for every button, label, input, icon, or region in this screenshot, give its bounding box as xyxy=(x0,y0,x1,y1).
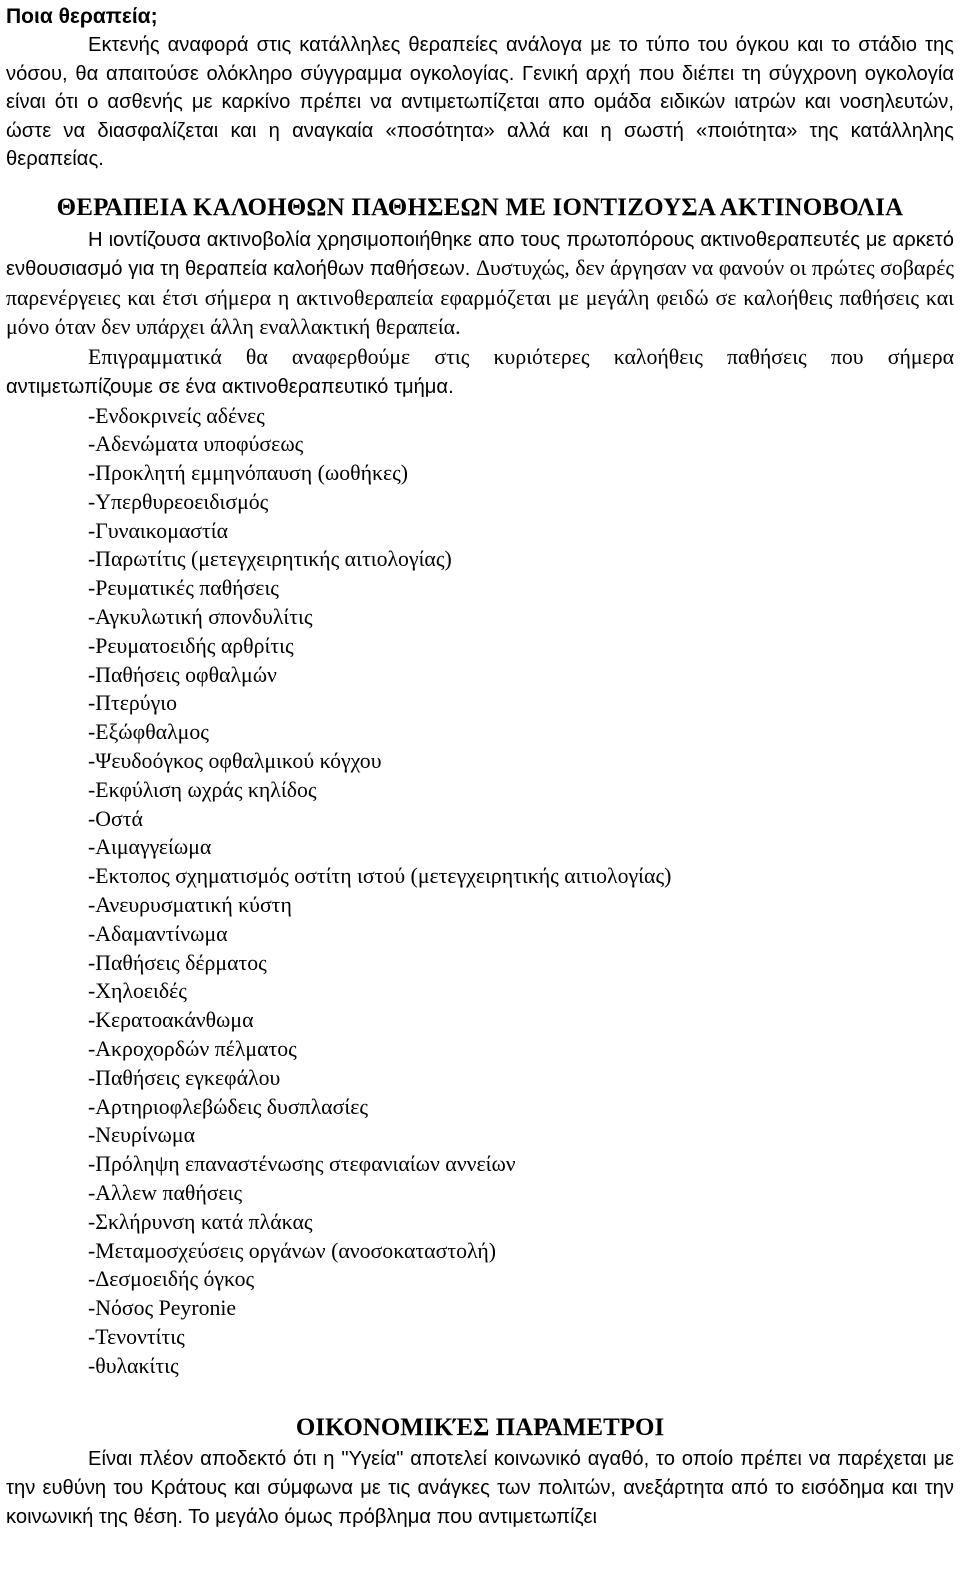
benign-paragraph-2 xyxy=(6,343,954,402)
treatment-paragraph: Εκτενής αναφορά στις κατάλληλες θεραπείες ανάλογα με το τύπο του όγκου και το στάδιο της νόσου, θα απαιτούσε ολόκληρο σύγγραμμα ογκολογίας. Γενική αρχή που διέπει τη σύγχρονη ογκολογία είναι ότι ο ασθενής με καρκίνο πρέπει να αντιμετωπίζεται απο ομάδα ειδικών ιατρών και νοσηλευτών, ώστε να διασφαλίζεται και η αναγκαία «ποσότητα» αλλά και η σωστή «ποιότητα» της κατάλληλης θεραπείας. xyxy=(6,34,954,170)
list-item: -Αγκυλωτική σπονδυλίτις xyxy=(88,605,313,630)
list-item: -Αδαμαντίνωμα xyxy=(88,921,228,946)
list-item: -Ψευδοόγκος οφθαλμικού κόγχου xyxy=(88,749,382,774)
list-item: -Νόσος Peyronie xyxy=(88,1296,237,1321)
list-item: -Νευρίνωμα xyxy=(88,1123,195,1148)
section-title-treatment: Ποια θεραπεία; xyxy=(6,5,158,28)
list-item: -Τενοντίτις xyxy=(88,1325,185,1349)
list-item: -Ρευματικές παθήσεις xyxy=(88,576,279,601)
list-item: -Αιμαγγείωμα xyxy=(88,835,212,860)
list-item: -Ενδοκρινείς αδένες xyxy=(88,403,265,428)
list-item: -Ακροχορδών πέλματος xyxy=(88,1037,297,1062)
list-item: -Ανευρυσματική κύστη xyxy=(88,893,292,918)
list-item: -Παρωτίτις (μετεγχειρητικής αιτιολογίας) xyxy=(88,547,452,572)
list-item: -Σκλήρυνση κατά πλάκας xyxy=(88,1209,313,1234)
list-item: -Ρευματοειδής αρθρίτις xyxy=(88,633,294,658)
benign-paragraph-2-serif: Επιγραμματικά θα αναφερθούμε στις κυριότερες καλοήθεις παθήσεις που σήμερα xyxy=(88,344,954,369)
list-item: -Παθήσεις οφθαλμών xyxy=(88,662,277,687)
benign-paragraph-2-sans: αντιμετωπίζουμε σε ένα ακτινοθεραπευτικό τμήμα. xyxy=(6,375,454,398)
list-item: -Δεσμοειδής όγκος xyxy=(88,1267,255,1292)
list-item: -Γυναικομαστία xyxy=(88,518,229,543)
list-item: -Προκλητή εμμηνόπαυση (ωοθήκες) xyxy=(88,461,409,486)
list-item: -Εξώφθαλμος xyxy=(88,720,209,745)
list-item: -Αλλεw παθήσεις xyxy=(88,1181,243,1206)
list-item: -Παθήσεις εγκεφάλου xyxy=(88,1065,281,1090)
section-title-benign: ΘΕΡΑΠΕΙΑ ΚΑΛΟΗΘΩΝ ΠΑΘΗΣΕΩΝ ΜΕ ΙΟΝΤΙΖΟΥΣΑ ΑΚΤΙΝΟΒΟΛΙΑ xyxy=(56,193,904,221)
list-item: -Υπερθυρεοειδισμός xyxy=(88,489,269,514)
document-page xyxy=(0,2,960,1574)
list-item: -Αδενώματα υποφύσεως xyxy=(88,432,304,457)
list-item: -Κερατοακάνθωμα xyxy=(88,1008,254,1033)
economic-paragraph: Είναι πλέον αποδεκτό ότι η "Υγεία" αποτελεί κοινωνικό αγαθό, το οποίο πρέπει να παρέχεται με την ευθύνη του Κράτους και σύμφωνα με τις ανάγκες των πολιτών, ανεξάρτητα από το εισόδημα και την κοινωνική της θέση. Το μεγάλο όμως πρόβλημα που αντιμετωπίζει xyxy=(6,1447,954,1528)
list-item: -Οστά xyxy=(88,806,143,831)
list-item: -Πρόληψη επαναστένωσης στεφανιαίων αννείων xyxy=(88,1152,516,1177)
list-item: -Πτερύγιο xyxy=(88,691,177,716)
list-item: -Αρτηριοφλεβώδεις δυσπλασίες xyxy=(88,1094,368,1119)
benign-paragraph-1 xyxy=(6,226,954,343)
list-item: -Μεταμοσχεύσεις οργάνων (ανοσοκαταστολή) xyxy=(88,1238,497,1263)
list-item: -Χηλοειδές xyxy=(88,979,187,1004)
list-item: -Εκτοπος σχηματισμός οστίτη ιστού (μετεγχειρητικής αιτιολογίας) xyxy=(88,864,672,889)
list-item: -Εκφύλιση ωχράς κηλίδος xyxy=(88,777,317,802)
benign-paragraph-1-serif: Δυστυχώς, δεν άργησαν να φανούν οι πρώτες σοβαρές παρενέργειες και έτσι σήμερα η ακτινοθεραπεία εφαρμόζεται με μεγάλη φειδώ σε καλοήθεις παθήσεις και μόνο όταν δεν υπάρχει άλλη εναλλακτική θεραπεία. xyxy=(6,256,954,339)
section-title-economic: ΟΙΚΟΝΟΜΙΚΈΣ ΠΑΡΑΜΕΤΡΟΙ xyxy=(295,1413,665,1441)
list-item: -Παθήσεις δέρματος xyxy=(88,950,267,975)
list-item: -θυλακίτις xyxy=(88,1353,179,1378)
benign-paragraph-1-sans: Η ιοντίζουσα ακτινοβολία χρησιμοποιήθηκε απο τους πρωτοπόρους ακτινοθεραπευτές με αρκετό ενθουσιασμό για τη θεραπεία καλοήθων παθήσεων. xyxy=(6,228,954,280)
benign-conditions-list xyxy=(6,402,954,1381)
